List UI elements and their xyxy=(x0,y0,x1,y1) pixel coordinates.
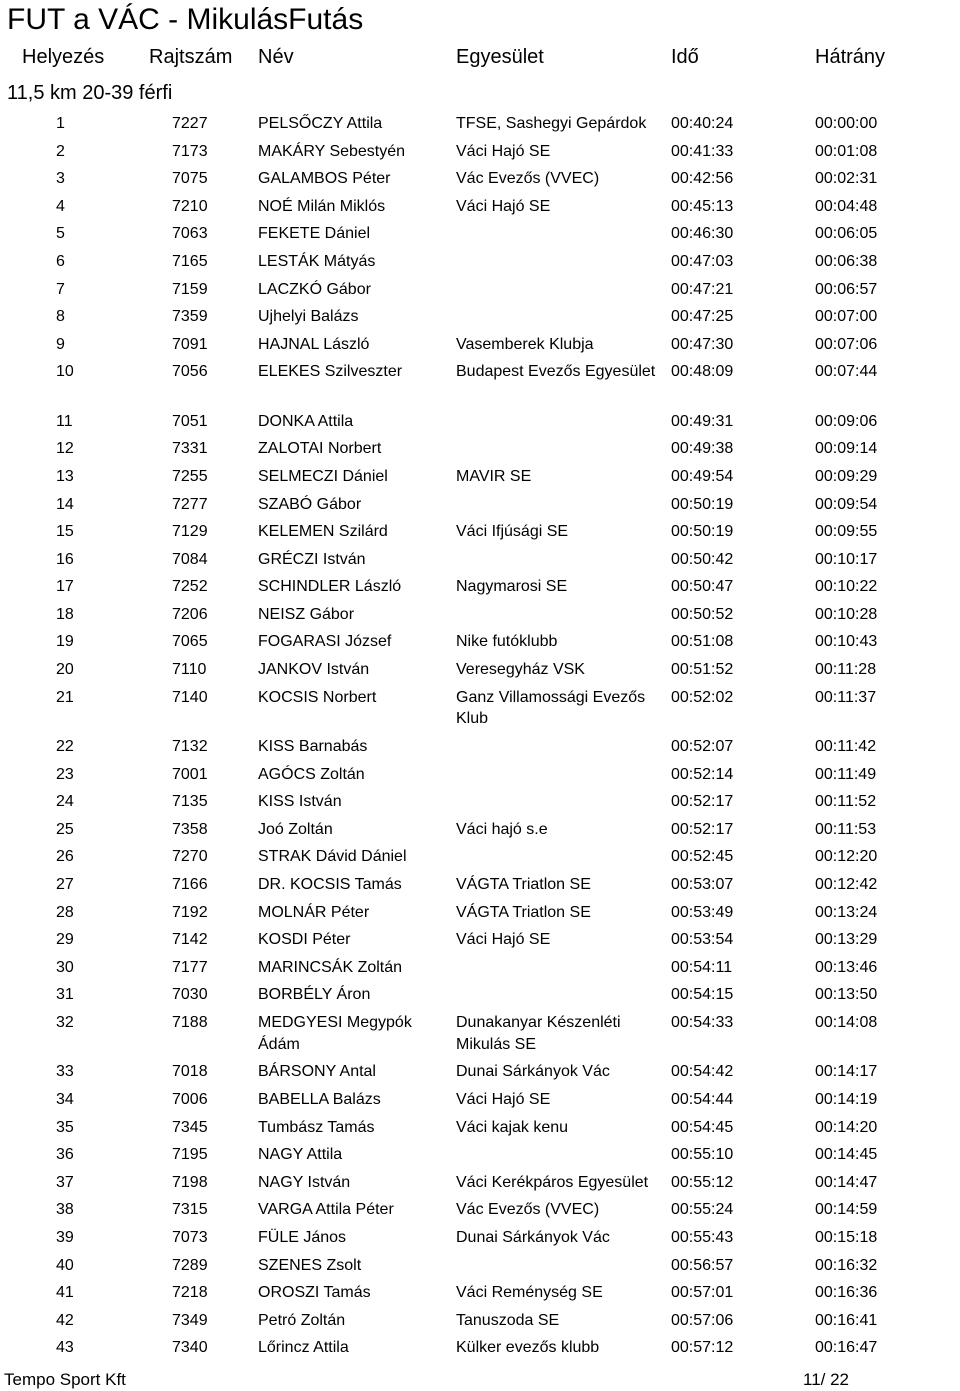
result-name: DR. KOCSIS Tamás xyxy=(258,876,402,894)
result-time: 00:55:24 xyxy=(671,1201,734,1219)
column-header-time: Idő xyxy=(671,46,699,68)
result-club: Vasemberek Klubja xyxy=(456,335,594,353)
result-bib: 7075 xyxy=(172,170,208,188)
result-row xyxy=(0,246,960,274)
result-bib: 7331 xyxy=(172,440,208,458)
result-gap: 00:06:38 xyxy=(815,252,878,270)
result-gap: 00:12:42 xyxy=(815,876,878,894)
result-name: MAKÁRY Sebestyén xyxy=(258,142,406,160)
result-row xyxy=(0,1167,960,1195)
result-position: 27 xyxy=(56,876,74,894)
result-position: 22 xyxy=(56,738,74,756)
result-name: ELEKES Szilveszter xyxy=(258,363,403,381)
result-gap: 00:10:28 xyxy=(815,605,878,623)
result-time: 00:50:52 xyxy=(671,605,734,623)
result-club: Dunakanyar Készenléti Mikulás SE xyxy=(456,1014,621,1053)
result-time: 00:53:07 xyxy=(671,876,734,894)
result-position: 23 xyxy=(56,765,74,783)
result-time: 00:54:44 xyxy=(671,1090,734,1108)
result-bib: 7359 xyxy=(172,308,208,326)
result-name: KOSDI Péter xyxy=(258,931,351,949)
result-club: Váci Reménység SE xyxy=(456,1284,603,1302)
result-bib: 7084 xyxy=(172,550,208,568)
result-bib: 7110 xyxy=(172,661,207,679)
result-club: Ganz Villamossági Evezős Klub xyxy=(456,688,646,728)
result-position: 13 xyxy=(56,467,74,485)
result-gap: 00:14:19 xyxy=(815,1090,878,1108)
result-time: 00:53:49 xyxy=(671,903,734,921)
result-name: SZENES Zsolt xyxy=(258,1256,362,1274)
result-gap: 00:00:00 xyxy=(815,115,878,132)
result-gap: 00:09:54 xyxy=(815,495,878,513)
result-position: 16 xyxy=(56,550,74,568)
result-bib: 7227 xyxy=(172,115,208,132)
result-club: Budapest Evezős Egyesület xyxy=(456,363,656,381)
result-gap: 00:10:43 xyxy=(815,633,878,651)
result-bib: 7065 xyxy=(172,633,208,651)
result-position: 11 xyxy=(56,412,73,430)
result-name: Petró Zoltán xyxy=(258,1311,346,1329)
result-club: Külker evezős klubb xyxy=(456,1339,600,1357)
result-name: KISS István xyxy=(258,793,342,811)
result-row xyxy=(0,1250,960,1278)
result-row xyxy=(0,814,960,842)
result-bib: 7198 xyxy=(172,1173,208,1191)
result-bib: 7210 xyxy=(172,197,208,215)
result-gap: 00:11:52 xyxy=(815,793,877,811)
result-time: 00:47:25 xyxy=(671,308,734,326)
result-name: SELMECZI Dániel xyxy=(258,467,388,485)
result-time: 00:51:08 xyxy=(671,633,734,651)
result-row xyxy=(0,274,960,302)
result-bib: 7018 xyxy=(172,1063,208,1081)
result-name: OROSZI Tamás xyxy=(258,1284,371,1302)
result-name: HAJNAL László xyxy=(258,335,370,353)
result-position: 12 xyxy=(56,440,74,458)
result-gap: 00:13:24 xyxy=(815,903,878,921)
result-row xyxy=(0,897,960,925)
result-gap: 00:14:17 xyxy=(815,1063,878,1081)
result-name: FOGARASI József xyxy=(258,633,392,651)
column-header-bib: Rajtszám xyxy=(149,46,233,68)
result-position: 24 xyxy=(56,793,74,811)
result-time: 00:52:17 xyxy=(671,820,734,838)
result-position: 3 xyxy=(56,170,65,188)
result-time: 00:54:11 xyxy=(671,958,733,976)
result-time: 00:55:12 xyxy=(671,1173,734,1191)
category-title: 11,5 km 20-39 férfi xyxy=(7,82,173,104)
result-club: Dunai Sárkányok Vác xyxy=(456,1228,610,1246)
page-header xyxy=(0,0,960,108)
result-row xyxy=(0,1007,960,1056)
result-club: Dunai Sárkányok Vác xyxy=(456,1063,610,1081)
result-time: 00:49:38 xyxy=(671,440,734,458)
result-position: 36 xyxy=(56,1146,74,1164)
result-position: 5 xyxy=(56,225,65,243)
result-row xyxy=(0,1305,960,1333)
result-gap: 00:13:46 xyxy=(815,958,878,976)
result-position: 28 xyxy=(56,903,74,921)
result-position: 18 xyxy=(56,605,74,623)
result-name: Tumbász Tamás xyxy=(258,1118,375,1136)
result-bib: 7252 xyxy=(172,578,208,596)
result-time: 00:47:30 xyxy=(671,335,734,353)
result-bib: 7188 xyxy=(172,1014,208,1031)
result-name: LESTÁK Mátyás xyxy=(258,252,376,270)
result-club: Nike futóklubb xyxy=(456,633,558,651)
result-row xyxy=(0,516,960,544)
result-row xyxy=(0,1112,960,1140)
result-name: ZALOTAI Norbert xyxy=(258,440,382,458)
result-row xyxy=(0,108,960,136)
result-row xyxy=(0,1222,960,1250)
result-bib: 7129 xyxy=(172,523,208,541)
result-position: 8 xyxy=(56,308,65,326)
result-name: MEDGYESI Megypók Ádám xyxy=(258,1014,412,1053)
result-position: 26 xyxy=(56,848,74,866)
result-position: 37 xyxy=(56,1173,74,1191)
result-bib: 7142 xyxy=(172,931,208,949)
result-row xyxy=(0,979,960,1007)
result-position: 29 xyxy=(56,931,74,949)
result-row xyxy=(0,433,960,461)
result-time: 00:55:43 xyxy=(671,1228,734,1246)
result-row xyxy=(0,654,960,682)
result-bib: 7159 xyxy=(172,280,208,298)
result-time: 00:42:56 xyxy=(671,170,734,188)
result-gap: 00:13:50 xyxy=(815,986,878,1004)
column-header-club: Egyesület xyxy=(456,46,544,68)
result-bib: 7192 xyxy=(172,903,208,921)
result-club: Váci hajó s.e xyxy=(456,820,548,838)
result-time: 00:49:31 xyxy=(671,412,734,430)
result-time: 00:48:09 xyxy=(671,363,734,381)
result-row xyxy=(0,1332,960,1360)
column-header-position: Helyezés xyxy=(22,46,105,68)
footer-page-number: 11/ 22 xyxy=(803,1370,850,1389)
result-position: 9 xyxy=(56,335,65,353)
result-club: MAVIR SE xyxy=(456,467,532,485)
result-gap: 00:14:08 xyxy=(815,1014,878,1031)
result-name: GALAMBOS Péter xyxy=(258,170,391,188)
result-position: 42 xyxy=(56,1311,74,1329)
result-gap: 00:06:05 xyxy=(815,225,878,243)
result-gap: 00:10:22 xyxy=(815,578,878,596)
result-time: 00:52:17 xyxy=(671,793,734,811)
result-row xyxy=(0,356,960,405)
result-gap: 00:16:47 xyxy=(815,1339,878,1357)
result-gap: 00:16:36 xyxy=(815,1284,878,1302)
result-club: Tanuszoda SE xyxy=(456,1311,560,1329)
result-club: Nagymarosi SE xyxy=(456,578,568,596)
result-position: 30 xyxy=(56,958,74,976)
result-name: FEKETE Dániel xyxy=(258,225,371,243)
result-name: SZABÓ Gábor xyxy=(258,495,362,513)
result-position: 25 xyxy=(56,820,74,838)
result-club: Veresegyház VSK xyxy=(456,661,585,679)
result-bib: 7132 xyxy=(172,738,208,756)
result-bib: 7091 xyxy=(172,335,208,353)
result-row xyxy=(0,731,960,759)
result-time: 00:40:24 xyxy=(671,115,734,132)
result-gap: 00:12:20 xyxy=(815,848,878,866)
result-name: Ujhelyi Balázs xyxy=(258,308,359,326)
result-time: 00:49:54 xyxy=(671,467,734,485)
result-position: 40 xyxy=(56,1256,74,1274)
result-name: FÜLE János xyxy=(258,1228,347,1246)
result-row xyxy=(0,571,960,599)
result-bib: 7340 xyxy=(172,1339,208,1357)
result-time: 00:47:21 xyxy=(671,280,734,298)
result-gap: 00:02:31 xyxy=(815,170,878,188)
result-time: 00:54:15 xyxy=(671,986,734,1004)
result-name: NOÉ Milán Miklós xyxy=(258,197,386,215)
result-position: 32 xyxy=(56,1014,74,1031)
result-bib: 7345 xyxy=(172,1118,208,1136)
result-position: 34 xyxy=(56,1090,74,1108)
result-bib: 7195 xyxy=(172,1146,208,1164)
result-row xyxy=(0,1139,960,1167)
result-club: TFSE, Sashegyi Gepárdok xyxy=(456,115,647,132)
result-gap: 00:07:00 xyxy=(815,308,878,326)
result-position: 43 xyxy=(56,1339,74,1357)
result-gap: 00:14:45 xyxy=(815,1146,878,1164)
result-row xyxy=(0,1277,960,1305)
result-position: 1 xyxy=(56,115,65,132)
result-time: 00:54:45 xyxy=(671,1118,734,1136)
result-time: 00:57:01 xyxy=(671,1284,734,1302)
result-time: 00:57:12 xyxy=(671,1339,734,1357)
result-club: Váci Hajó SE xyxy=(456,197,551,215)
result-club: VÁGTA Triatlon SE xyxy=(456,903,591,921)
result-name: STRAK Dávid Dániel xyxy=(258,848,407,866)
result-club: VÁGTA Triatlon SE xyxy=(456,876,591,894)
result-bib: 7177 xyxy=(172,958,208,976)
result-position: 41 xyxy=(56,1284,74,1302)
result-row xyxy=(0,952,960,980)
result-club: Váci Ifjúsági SE xyxy=(456,523,569,541)
result-time: 00:50:19 xyxy=(671,523,734,541)
result-bib: 7218 xyxy=(172,1284,208,1302)
result-row xyxy=(0,163,960,191)
column-header-gap: Hátrány xyxy=(815,46,886,68)
result-name: NAGY István xyxy=(258,1173,351,1191)
result-name: BORBÉLY Áron xyxy=(258,986,371,1004)
result-row xyxy=(0,301,960,329)
result-gap: 00:14:47 xyxy=(815,1173,878,1191)
result-club: Váci Kerékpáros Egyesület xyxy=(456,1173,649,1191)
result-row xyxy=(0,136,960,164)
result-position: 2 xyxy=(56,142,65,160)
result-row xyxy=(0,682,960,731)
result-gap: 00:11:28 xyxy=(815,661,877,679)
result-position: 10 xyxy=(56,363,74,381)
result-club: Váci Hajó SE xyxy=(456,142,551,160)
result-bib: 7135 xyxy=(172,793,208,811)
result-row xyxy=(0,489,960,517)
result-bib: 7349 xyxy=(172,1311,208,1329)
result-row xyxy=(0,759,960,787)
result-gap: 00:11:49 xyxy=(815,765,877,783)
result-gap: 00:13:29 xyxy=(815,931,878,949)
result-time: 00:57:06 xyxy=(671,1311,734,1329)
result-position: 7 xyxy=(56,280,65,298)
result-position: 15 xyxy=(56,523,74,541)
result-position: 39 xyxy=(56,1228,74,1246)
result-position: 21 xyxy=(56,688,74,706)
result-gap: 00:16:32 xyxy=(815,1256,878,1274)
result-gap: 00:09:14 xyxy=(815,440,878,458)
result-time: 00:47:03 xyxy=(671,252,734,270)
result-bib: 7315 xyxy=(172,1201,208,1219)
result-gap: 00:11:37 xyxy=(815,688,877,706)
result-gap: 00:06:57 xyxy=(815,280,878,298)
result-name: Lőrincz Attila xyxy=(258,1339,349,1357)
result-position: 35 xyxy=(56,1118,74,1136)
result-name: Joó Zoltán xyxy=(258,820,333,838)
result-name: KELEMEN Szilárd xyxy=(258,523,388,541)
result-row xyxy=(0,924,960,952)
result-time: 00:51:52 xyxy=(671,661,734,679)
result-name: PELSŐCZY Attila xyxy=(258,115,383,132)
result-row xyxy=(0,1084,960,1112)
result-bib: 7056 xyxy=(172,363,208,381)
result-bib: 7166 xyxy=(172,876,208,894)
result-time: 00:41:33 xyxy=(671,142,734,160)
result-time: 00:52:07 xyxy=(671,738,734,756)
result-gap: 00:14:59 xyxy=(815,1201,878,1219)
result-club: Vác Evezős (VVEC) xyxy=(456,170,600,188)
result-name: GRÉCZI István xyxy=(258,550,366,568)
page-title: FUT a VÁC - MikulásFutás xyxy=(7,3,364,36)
result-row xyxy=(0,1056,960,1084)
result-name: KOCSIS Norbert xyxy=(258,688,377,706)
result-name: DONKA Attila xyxy=(258,412,354,430)
result-bib: 7173 xyxy=(172,142,208,160)
result-bib: 7140 xyxy=(172,688,208,706)
result-bib: 7270 xyxy=(172,848,208,866)
result-time: 00:46:30 xyxy=(671,225,734,243)
result-row xyxy=(0,626,960,654)
result-row xyxy=(0,406,960,434)
result-time: 00:55:10 xyxy=(671,1146,734,1164)
result-club: Váci Hajó SE xyxy=(456,931,551,949)
result-time: 00:50:42 xyxy=(671,550,734,568)
result-bib: 7358 xyxy=(172,820,208,838)
result-bib: 7277 xyxy=(172,495,208,513)
result-position: 19 xyxy=(56,633,74,651)
result-position: 4 xyxy=(56,197,65,215)
result-bib: 7063 xyxy=(172,225,208,243)
result-gap: 00:15:18 xyxy=(815,1228,878,1246)
result-time: 00:52:14 xyxy=(671,765,734,783)
result-time: 00:53:54 xyxy=(671,931,734,949)
result-time: 00:56:57 xyxy=(671,1256,734,1274)
result-bib: 7165 xyxy=(172,252,208,270)
result-bib: 7006 xyxy=(172,1090,208,1108)
result-gap: 00:16:41 xyxy=(815,1311,878,1329)
result-name: BABELLA Balázs xyxy=(258,1090,381,1108)
result-row xyxy=(0,1194,960,1222)
result-time: 00:54:42 xyxy=(671,1063,734,1081)
result-row xyxy=(0,191,960,219)
result-position: 38 xyxy=(56,1201,74,1219)
result-name: MARINCSÁK Zoltán xyxy=(258,958,403,976)
result-club: Váci kajak kenu xyxy=(456,1118,569,1136)
result-name: NAGY Attila xyxy=(258,1146,343,1164)
result-row xyxy=(0,544,960,572)
result-name: BÁRSONY Antal xyxy=(258,1063,376,1081)
result-bib: 7051 xyxy=(172,412,208,430)
result-name: MOLNÁR Péter xyxy=(258,903,370,921)
result-row xyxy=(0,786,960,814)
result-row xyxy=(0,869,960,897)
result-row xyxy=(0,218,960,246)
footer-company: Tempo Sport Kft xyxy=(4,1370,126,1389)
result-gap: 00:07:44 xyxy=(815,363,878,381)
result-gap: 00:11:42 xyxy=(815,738,877,756)
result-gap: 00:11:53 xyxy=(815,820,877,838)
result-gap: 00:10:17 xyxy=(815,550,878,568)
result-bib: 7030 xyxy=(172,986,208,1004)
result-time: 00:45:13 xyxy=(671,197,734,215)
result-position: 33 xyxy=(56,1063,74,1081)
result-time: 00:50:19 xyxy=(671,495,734,513)
result-row xyxy=(0,841,960,869)
result-position: 14 xyxy=(56,495,74,513)
result-name: NEISZ Gábor xyxy=(258,605,355,623)
result-club: Váci Hajó SE xyxy=(456,1090,551,1108)
result-name: VARGA Attila Péter xyxy=(258,1201,394,1219)
result-time: 00:52:02 xyxy=(671,688,734,706)
result-gap: 00:09:29 xyxy=(815,467,878,485)
result-time: 00:52:45 xyxy=(671,848,734,866)
result-gap: 00:09:55 xyxy=(815,523,878,541)
result-name: KISS Barnabás xyxy=(258,738,368,756)
result-bib: 7073 xyxy=(172,1228,208,1246)
result-gap: 00:01:08 xyxy=(815,142,878,160)
result-bib: 7001 xyxy=(172,765,208,783)
result-gap: 00:14:20 xyxy=(815,1118,878,1136)
result-bib: 7289 xyxy=(172,1256,208,1274)
result-name: SCHINDLER László xyxy=(258,578,402,596)
result-row xyxy=(0,461,960,489)
result-gap: 00:09:06 xyxy=(815,412,878,430)
results-table xyxy=(0,108,960,1368)
result-position: 31 xyxy=(56,986,74,1004)
result-row xyxy=(0,599,960,627)
result-gap: 00:07:06 xyxy=(815,335,878,353)
result-name: JANKOV István xyxy=(258,661,370,679)
result-position: 20 xyxy=(56,661,74,679)
result-time: 00:54:33 xyxy=(671,1014,734,1031)
column-header-name: Név xyxy=(258,46,294,68)
result-row xyxy=(0,329,960,357)
result-club: Vác Evezős (VVEC) xyxy=(456,1201,600,1219)
result-time: 00:50:47 xyxy=(671,578,734,596)
result-gap: 00:04:48 xyxy=(815,197,878,215)
result-position: 17 xyxy=(56,578,74,596)
result-name: LACZKÓ Gábor xyxy=(258,280,371,298)
result-name: AGÓCS Zoltán xyxy=(258,765,365,783)
result-bib: 7206 xyxy=(172,605,208,623)
result-bib: 7255 xyxy=(172,467,208,485)
result-position: 6 xyxy=(56,252,65,270)
